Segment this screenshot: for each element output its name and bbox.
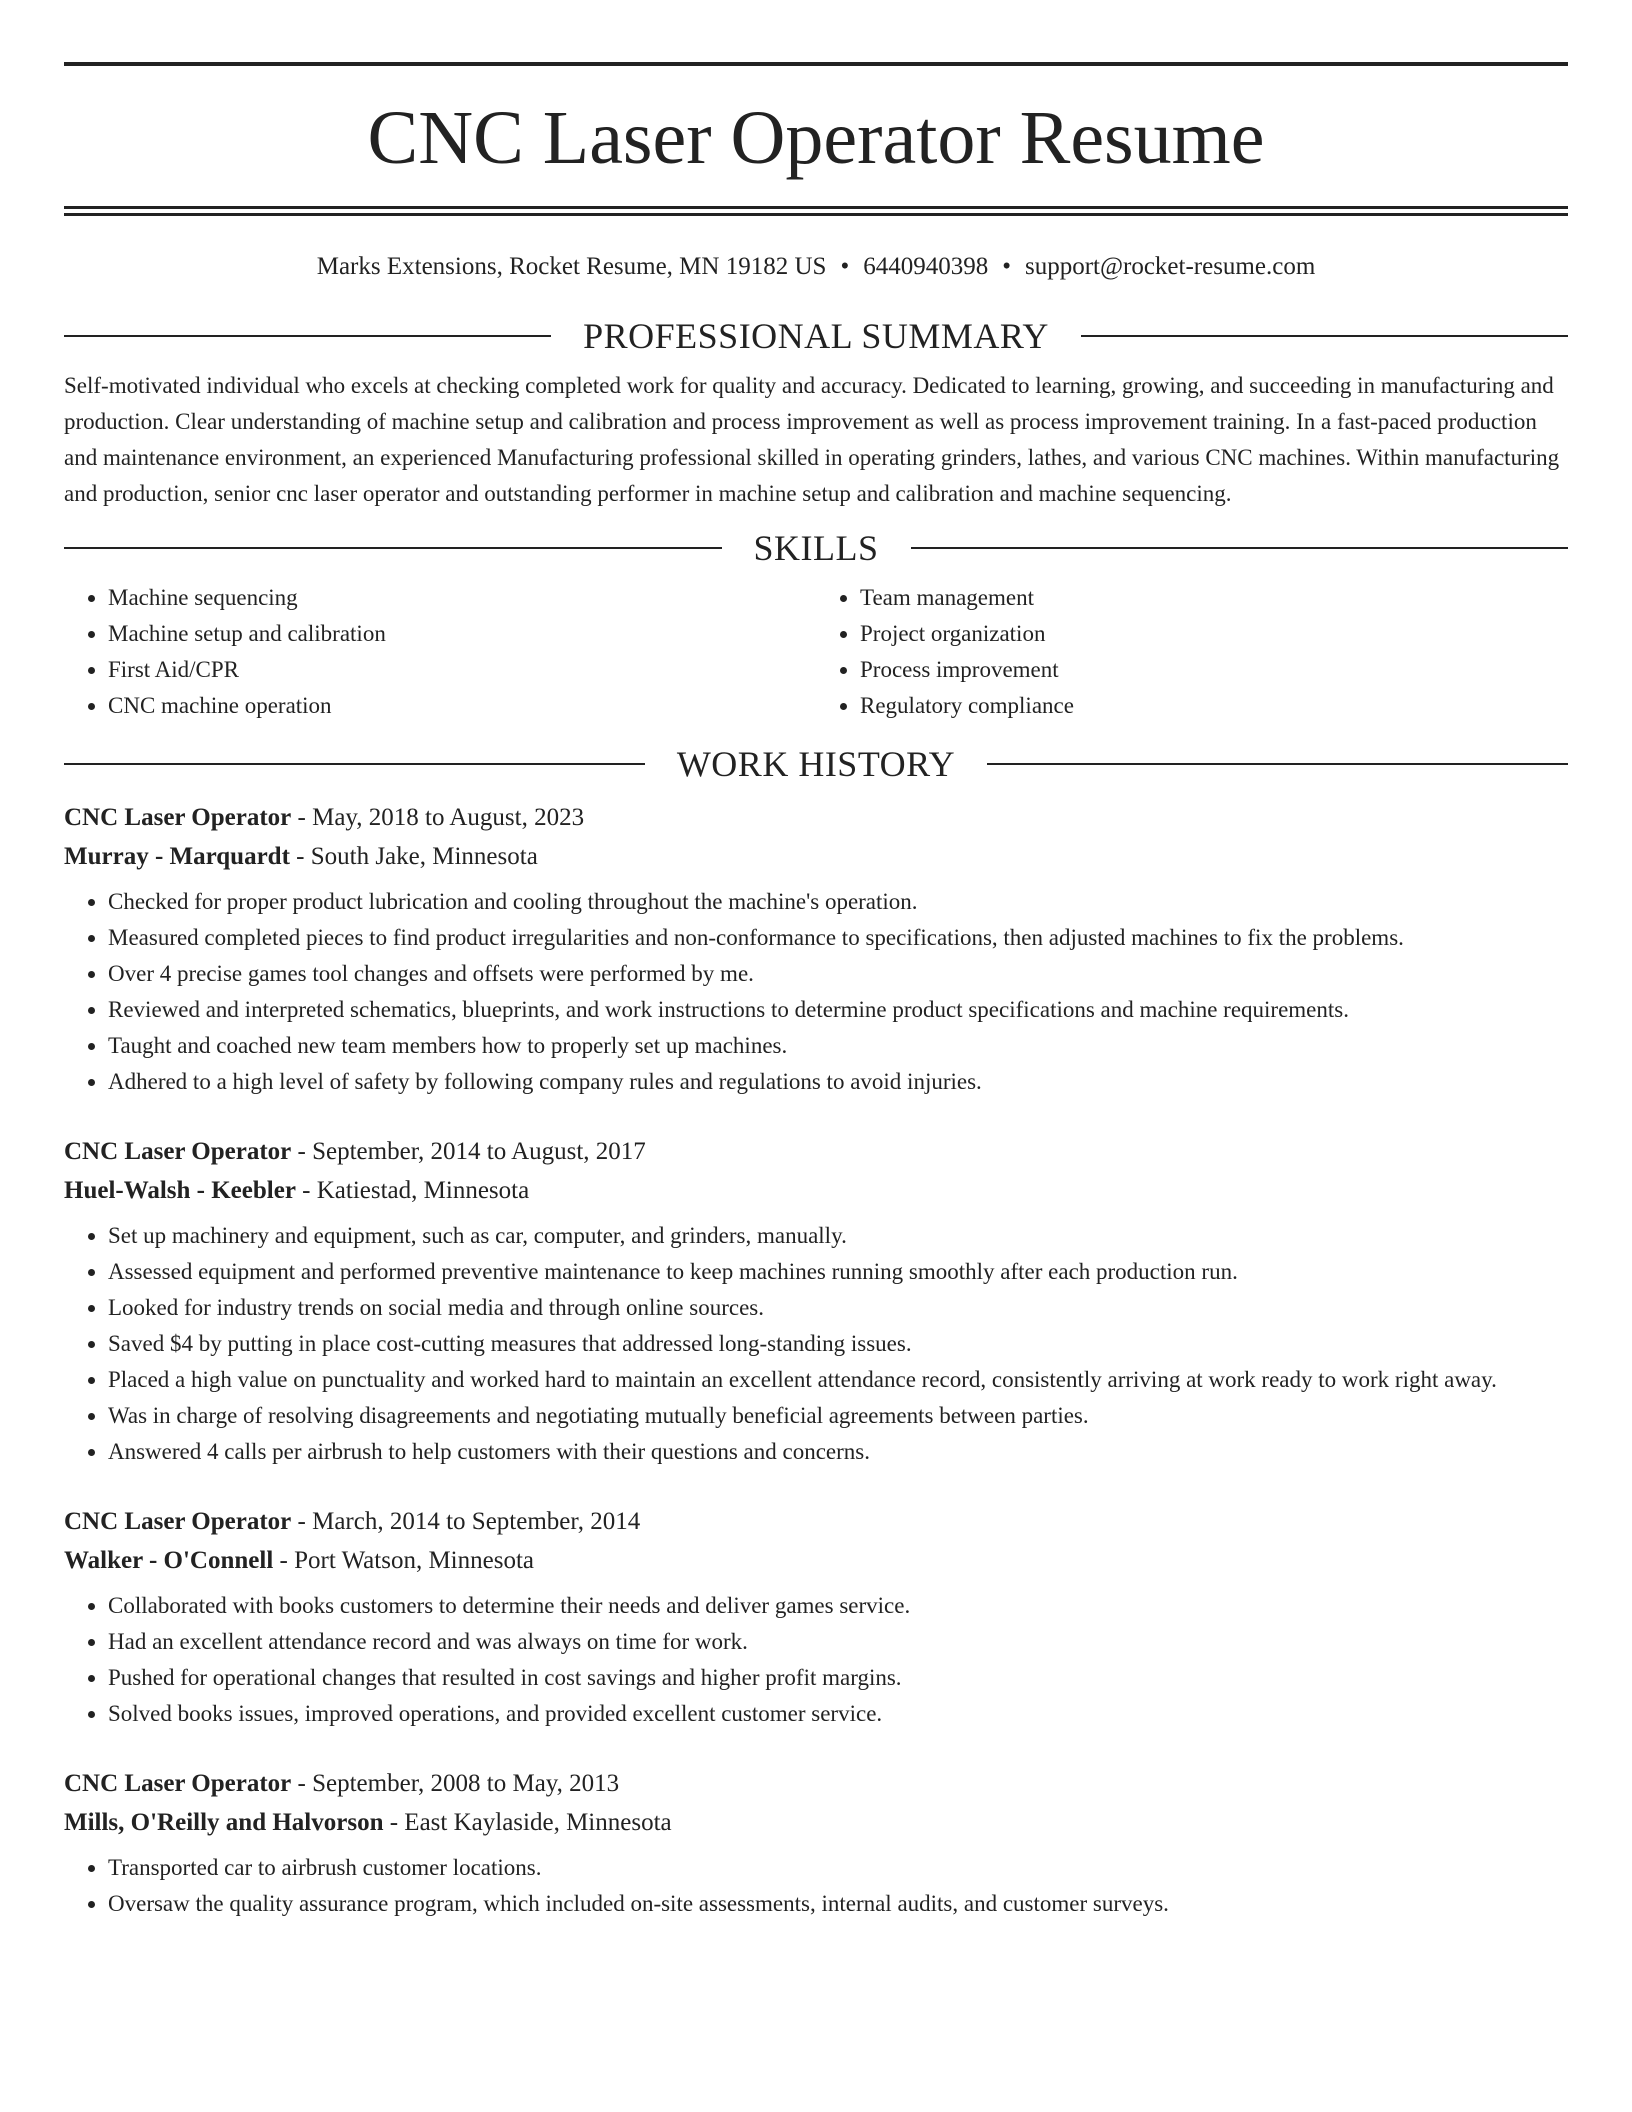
skill-item: • Team management: [860, 580, 1568, 616]
job-bullet: • Solved books issues, improved operations, and provided excellent customer service.: [108, 1696, 1568, 1732]
job-bullet: • Measured completed pieces to find product irregularities and non-conformance to specifications, then adjusted machines to fix the problems.: [108, 920, 1568, 956]
heading-rule: [64, 547, 722, 549]
summary-section-heading: [64, 318, 1568, 354]
job-title-line: [64, 1502, 1568, 1541]
job-company-line: [64, 837, 1568, 876]
job-dates: - May, 2018 to August, 2023: [291, 804, 585, 831]
skill-item: • CNC machine operation: [108, 688, 816, 724]
job-bullet: • Answered 4 calls per airbrush to help customers with their questions and concerns.: [108, 1434, 1568, 1470]
job-bullet: • Checked for proper product lubrication and cooling throughout the machine's operation.: [108, 884, 1568, 920]
job-bullets: [64, 1218, 1568, 1470]
job-dates: - March, 2014 to September, 2014: [291, 1508, 641, 1535]
job-company: Huel-Walsh - Keebler: [64, 1177, 296, 1204]
job-bullet: • Pushed for operational changes that resulted in cost savings and higher profit margins.: [108, 1660, 1568, 1696]
job-bullet: • Assessed equipment and performed preventive maintenance to keep machines running smoothly after each production run.: [108, 1254, 1568, 1290]
job-company: Walker - O'Connell: [64, 1547, 274, 1574]
job-entry: [64, 1132, 1568, 1470]
skills-heading: SKILLS: [753, 528, 879, 568]
skill-item: • Regulatory compliance: [860, 688, 1568, 724]
skills-section-heading: [64, 530, 1568, 566]
contact-email: support@rocket-resume.com: [1024, 253, 1316, 280]
job-location: - East Kaylaside, Minnesota: [383, 1809, 672, 1836]
job-bullets: [64, 1850, 1568, 1922]
job-company-line: [64, 1803, 1568, 1842]
job-title-line: [64, 798, 1568, 837]
heading-rule: [64, 335, 551, 337]
job-title: CNC Laser Operator: [64, 1138, 292, 1165]
job-bullet: • Had an excellent attendance record and was always on time for work.: [108, 1624, 1568, 1660]
contact-address: Marks Extensions, Rocket Resume, MN 19182 US: [316, 253, 827, 280]
skills-column-right: [816, 580, 1568, 724]
contact-line: [64, 252, 1568, 282]
job-bullet: • Collaborated with books customers to determine their needs and deliver games service.: [108, 1588, 1568, 1624]
job-company: Mills, O'Reilly and Halvorson: [64, 1809, 384, 1836]
job-bullet: • Placed a high value on punctuality and worked hard to maintain an excellent attendance record, consistently arriving at work ready to work right away.: [108, 1362, 1568, 1398]
job-bullet: • Set up machinery and equipment, such as car, computer, and grinders, manually.: [108, 1218, 1568, 1254]
skills-column-left: [64, 580, 816, 724]
contact-separator: •: [840, 253, 850, 280]
job-bullet: • Oversaw the quality assurance program, which included on-site assessments, internal audits, and customer surveys.: [108, 1886, 1568, 1922]
top-rule: [64, 62, 1568, 66]
skill-item: • Machine setup and calibration: [108, 616, 816, 652]
contact-phone: 6440940398: [863, 253, 989, 280]
summary-heading: PROFESSIONAL SUMMARY: [583, 316, 1049, 356]
heading-rule: [1081, 335, 1568, 337]
job-bullets: [64, 884, 1568, 1100]
job-title-line: [64, 1132, 1568, 1171]
job-company-line: [64, 1171, 1568, 1210]
job-title-line: [64, 1764, 1568, 1803]
job-bullet: • Transported car to airbrush customer locations.: [108, 1850, 1568, 1886]
job-title: CNC Laser Operator: [64, 1770, 292, 1797]
skill-item: • First Aid/CPR: [108, 652, 816, 688]
job-location: - Katiestad, Minnesota: [295, 1177, 530, 1204]
job-bullet: • Reviewed and interpreted schematics, blueprints, and work instructions to determine product specifications and machine requirements.: [108, 992, 1568, 1028]
contact-separator: •: [1002, 253, 1011, 280]
heading-rule: [987, 763, 1568, 765]
job-title: CNC Laser Operator: [64, 1508, 292, 1535]
job-company: Murray - Marquardt: [64, 843, 290, 870]
work-heading: WORK HISTORY: [676, 744, 956, 784]
job-company-line: [64, 1541, 1568, 1580]
job-bullet: • Saved $4 by putting in place cost-cutting measures that addressed long-standing issues.: [108, 1326, 1568, 1362]
job-bullets: [64, 1588, 1568, 1732]
skill-item: • Process improvement: [860, 652, 1568, 688]
title-double-rule: [64, 206, 1568, 216]
job-entry: [64, 1764, 1568, 1922]
resume-title: CNC Laser Operator Resume: [367, 96, 1265, 180]
skill-item: • Project organization: [860, 616, 1568, 652]
job-entry: [64, 798, 1568, 1100]
skill-item: • Machine sequencing: [108, 580, 816, 616]
job-bullet: • Adhered to a high level of safety by following company rules and regulations to avoid injuries.: [108, 1064, 1568, 1100]
heading-rule: [911, 547, 1569, 549]
work-section-heading: [64, 746, 1568, 782]
heading-rule: [64, 763, 645, 765]
job-bullet: • Was in charge of resolving disagreements and negotiating mutually beneficial agreements between parties.: [108, 1398, 1568, 1434]
job-bullet: • Over 4 precise games tool changes and offsets were performed by me.: [108, 956, 1568, 992]
skills-list: [64, 580, 1568, 724]
job-bullet: • Looked for industry trends on social media and through online sources.: [108, 1290, 1568, 1326]
job-dates: - September, 2014 to August, 2017: [291, 1138, 646, 1165]
job-location: - South Jake, Minnesota: [289, 843, 538, 870]
summary-text: Self-motivated individual who excels at checking completed work for quality and accuracy. Dedicated to learning, growing, and succeeding in manufacturing and production. Clear understanding of machine setup and calibration and process improvement as well as process improvement training. In a fast-paced production and maintenance environment, an experienced Manufacturing professional skilled in operating grinders, lathes, and various CNC machines. Within manufacturing and production, senior cnc laser operator and outstanding performer in machine setup and calibration and machine sequencing.: [64, 373, 1560, 506]
job-entry: [64, 1502, 1568, 1732]
job-bullet: • Taught and coached new team members how to properly set up machines.: [108, 1028, 1568, 1064]
job-location: - Port Watson, Minnesota: [273, 1547, 534, 1574]
job-dates: - September, 2008 to May, 2013: [291, 1770, 620, 1797]
job-title: CNC Laser Operator: [64, 804, 292, 831]
